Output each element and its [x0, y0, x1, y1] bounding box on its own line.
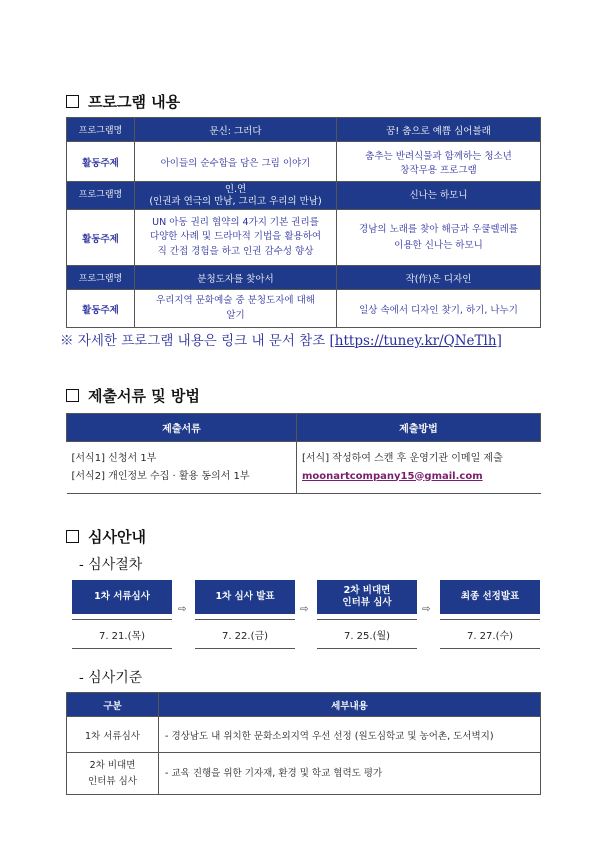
arrow-right-icon: ⇨ [178, 604, 187, 615]
step-date: 7. 21.(목) [72, 619, 172, 649]
process-step [195, 580, 295, 649]
checkbox-square-icon [66, 95, 79, 108]
criteria-header-key: 구분 [67, 693, 159, 717]
step-date: 7. 27.(수) [440, 619, 540, 649]
activity-text: 우리지역 문화예술 중 분청도자에 대해 알기 [135, 290, 337, 328]
section-title-docs: 제출서류 및 방법 [66, 385, 200, 406]
program-name: 문신: 그러다 [135, 118, 337, 142]
arrow-right-icon: ⇨ [422, 604, 431, 615]
activity-text: 경남의 노래를 찾아 해금과 우쿨렐레를 이용한 신나는 하모니 [337, 210, 541, 266]
method-text: [서식] 작성하여 스캔 후 운영기관 이메일 제출 moonartcompany15@gmail.com [297, 442, 541, 494]
step-head: 2차 비대면 인터뷰 심사 [317, 580, 417, 614]
activity-text: 일상 속에서 디자인 찾기, 하기, 나누기 [337, 290, 541, 328]
program-name: 인.연 (인권과 연극의 만남, 그리고 우리의 만남) [135, 182, 337, 210]
step-date: 7. 22.(금) [195, 619, 295, 649]
activity-label: 활동주제 [67, 142, 135, 182]
process-subtitle: - 심사절차 [79, 557, 143, 573]
documents-table [66, 413, 541, 494]
step-head: 1차 서류심사 [72, 580, 172, 614]
activity-text: 춤추는 반려식물과 함께하는 청소년 창작무용 프로그램 [337, 142, 541, 182]
program-table [66, 117, 541, 328]
method-header: 제출방법 [297, 414, 541, 442]
activity-label: 활동주제 [67, 210, 135, 266]
step-date: 7. 25.(월) [317, 619, 417, 649]
program-name-label: 프로그램명 [67, 266, 135, 290]
criteria-subtitle: - 심사기준 [79, 670, 143, 686]
checkbox-square-icon [66, 530, 79, 543]
docs-list: [서식1] 신청서 1부 [서식2] 개인정보 수집 · 활용 동의서 1부 [67, 442, 297, 494]
criteria-key: 2차 비대면 인터뷰 심사 [67, 753, 159, 795]
program-name-label: 프로그램명 [67, 118, 135, 142]
arrow-right-icon: ⇨ [300, 604, 309, 615]
program-name-label: 프로그램명 [67, 182, 135, 210]
docs-header: 제출서류 [67, 414, 297, 442]
reference-note: ※ 자세한 프로그램 내용은 링크 내 문서 참조 [https://tuney.kr/QNeTlh] [60, 333, 502, 349]
activity-text: 아이들의 순수함을 담은 그림 이야기 [135, 142, 337, 182]
program-name: 분청도자를 찾아서 [135, 266, 337, 290]
criteria-table [66, 692, 541, 795]
reference-link[interactable]: https://tuney.kr/QNeTlh [334, 333, 497, 349]
section-title-program: 프로그램 내용 [66, 91, 180, 112]
step-head: 1차 심사 발표 [195, 580, 295, 614]
checkbox-square-icon [66, 389, 79, 402]
criteria-key: 1차 서류심사 [67, 717, 159, 753]
criteria-value: - 교육 진행을 위한 기자재, 환경 및 학교 협력도 평가 [159, 753, 541, 795]
criteria-value: - 경상남도 내 위치한 문화소외지역 우선 선정 (원도심학교 및 농어촌, 도서벽지) [159, 717, 541, 753]
program-name: 꿈! 춤으로 예쁨 심어볼래 [337, 118, 541, 142]
program-name: 신나는 하모니 [337, 182, 541, 210]
process-step [72, 580, 172, 649]
program-name: 작(作)은 디자인 [337, 266, 541, 290]
section-title-review: 심사안내 [66, 526, 146, 547]
email-link[interactable]: moonartcompany15@gmail.com [302, 470, 483, 482]
activity-label: 활동주제 [67, 290, 135, 328]
step-head: 최종 선정발표 [440, 580, 540, 614]
process-step [317, 580, 417, 649]
criteria-header-val: 세부내용 [159, 693, 541, 717]
process-step [440, 580, 540, 649]
activity-text: UN 아동 권리 협약의 4가지 기본 권리를 다양한 사례 및 드라마적 기법을 활용하여 직 간접 경험을 하고 인권 감수성 향상 [135, 210, 337, 266]
